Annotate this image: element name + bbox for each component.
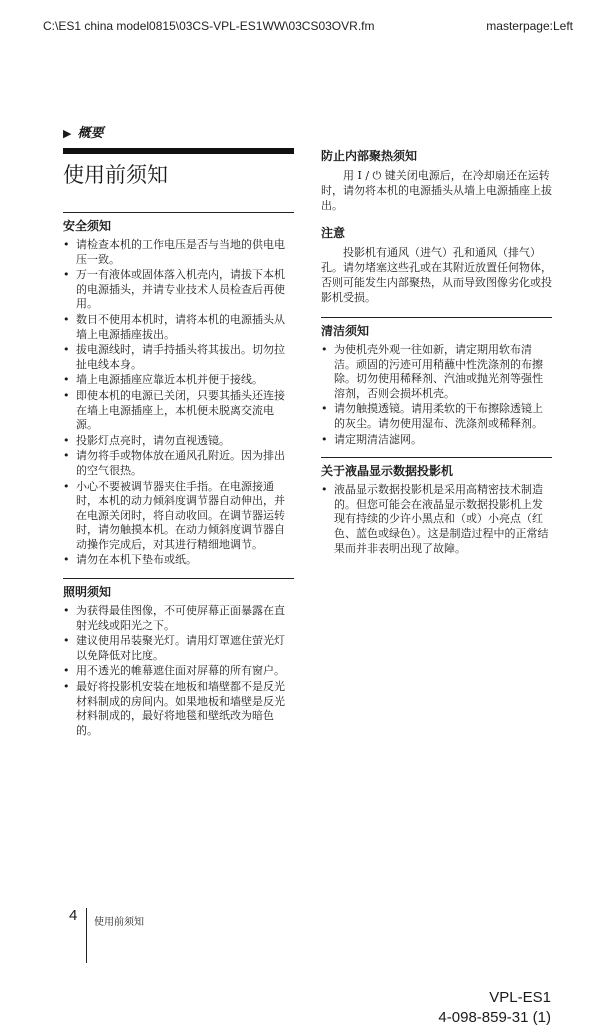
triangle-right-icon: ▶: [63, 127, 72, 140]
safety-heading: 安全须知: [63, 219, 112, 233]
list-item: • 小心不要被调节器夹住手指。在电源接通时，本机的动力倾斜度调节器自动伸出，并在电源关闭时，将自动收回。在调节器运转时，请勿触摸本机。在动力倾斜度调节器自动操作完成后，对其进行精细地调节。: [63, 480, 294, 553]
lcd-heading: 关于液晶显示数据投影机: [321, 464, 454, 479]
lighting-heading: 照明须知: [63, 585, 112, 600]
list-item: • 即使本机的电源已关闭，只要其插头还连接在墙上电源插座上，本机便未脱离交流电源。: [63, 389, 294, 433]
list-item: • 万一有液体或固体落入机壳内，请拔下本机的电源插头，并请专业技术人员检查后再使用。: [63, 268, 294, 312]
safety-list: [63, 238, 294, 568]
lcd-list: [321, 483, 552, 556]
footer-divider: [86, 908, 87, 963]
caution-text: 投影机有通风（进气）孔和通风（排气）孔。请勿堵塞这些孔或在其附近放置任何物体，否则可能发生内部聚热，从而导致图像劣化或投影机受损。: [321, 246, 552, 304]
list-item: • 请定期清洁滤网。: [321, 433, 552, 448]
list-item: • 建议使用吊装聚光灯。请用灯罩遮住萤光灯以免降低对比度。: [63, 634, 294, 663]
list-item: • 请检查本机的工作电压是否与当地的供电电压一致。: [63, 238, 294, 267]
list-item: • 请勿将手或物体放在通风孔附近。因为排出的空气很热。: [63, 449, 294, 478]
caution-heading: 注意: [321, 226, 346, 240]
list-item: • 拔电源线时，请手持插头将其拔出。切勿拉扯电线本身。: [63, 343, 294, 372]
cleaning-heading: 清洁须知: [321, 324, 370, 338]
left-column: [63, 148, 294, 748]
section-label-text: 概要: [77, 126, 104, 141]
title-bar: [63, 148, 294, 154]
list-item: • 投影灯点亮时，请勿直视透镜。: [63, 434, 294, 449]
model-block: [438, 988, 551, 1028]
list-item: • 最好将投影机安装在地板和墙壁都不是反光材料制成的房间内。如果地板和墙壁是反光材料制成的，最好将地毯和壁纸改为暗色的。: [63, 680, 294, 738]
footer-section: 使用前须知: [94, 917, 144, 928]
part-number: 4-098-859-31 (1): [438, 1009, 551, 1026]
list-item: • 数日不使用本机时，请将本机的电源插头从墙上电源插座拔出。: [63, 313, 294, 342]
masterpage-label: masterpage:Left: [486, 19, 573, 33]
page-number: 4: [69, 907, 78, 924]
lighting-list: [63, 604, 294, 738]
list-item: • 液晶显示数据投影机是采用高精密技术制造的。但您可能会在液晶显示数据投影机上发现有持续的少许小黑点和（或）小亮点（红色、蓝色或绿色）。这是制造过程中的正常结果而并非表明出现了故障。: [321, 483, 552, 556]
list-item: • 用不透光的帷幕遮住面对屏幕的所有窗户。: [63, 664, 294, 679]
list-item: • 请勿在本机下垫布或纸。: [63, 553, 294, 568]
heat-heading: 防止内部聚热须知: [321, 149, 418, 163]
page-title: 使用前须知: [63, 163, 168, 187]
section-label: [63, 122, 103, 141]
cleaning-list: [321, 343, 552, 447]
list-item: • 为获得最佳图像，不可使屏幕正面暴露在直射光线或阳光之下。: [63, 604, 294, 633]
file-path-header: C:\ES1 china model0815\03CS-VPL-ES1WW\03CS03OVR.fm: [43, 19, 375, 33]
right-column: [321, 148, 552, 566]
model-name: VPL-ES1: [489, 989, 551, 1006]
heat-text: 用 I / ⏻ 键关闭电源后，在冷却扇还在运转时，请勿将本机的电源插头从墙上电源插座上拔出。: [321, 169, 552, 212]
list-item: • 为使机壳外观一往如新，请定期用软布清洁。顽固的污迹可用稍蘸中性洗涤剂的布擦除。切勿使用稀释剂、汽油或抛光剂等强性溶剂，否则会损坏机壳。: [321, 343, 552, 401]
list-item: • 墙上电源插座应靠近本机并便于接线。: [63, 373, 294, 388]
list-item: • 请勿触摸透镜。请用柔软的干布擦除透镜上的灰尘。请勿使用湿布、洗涤剂或稀释剂。: [321, 402, 552, 431]
